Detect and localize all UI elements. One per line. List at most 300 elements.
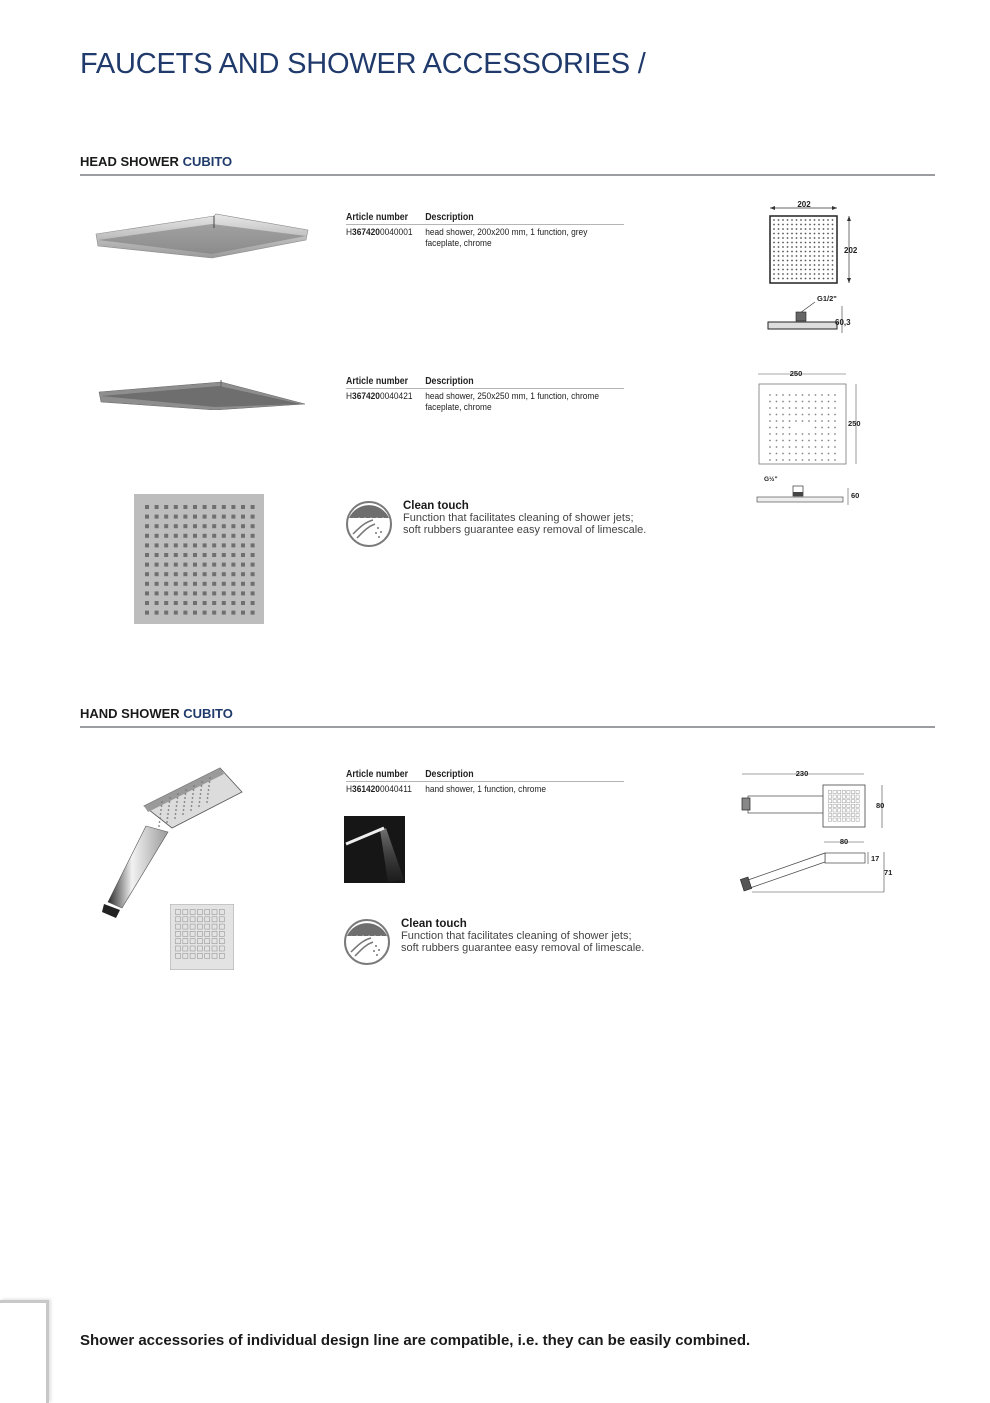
- nozzle-dot: [175, 813, 177, 815]
- nozzle-dot: [193, 591, 197, 595]
- dim-thread: G½": [764, 476, 778, 483]
- nozzle-dot: [828, 401, 830, 403]
- nozzle-dot: [164, 601, 168, 605]
- nozzle-dot: [828, 453, 830, 455]
- nozzle-dot: [198, 805, 200, 807]
- nozzle-dot: [222, 505, 226, 509]
- nozzle-dot: [787, 224, 789, 226]
- nozzle-dot: [201, 781, 203, 783]
- col-article-number: Article number: [346, 212, 409, 223]
- nozzle-dot: [782, 440, 784, 442]
- nozzle-dot: [821, 440, 823, 442]
- nozzle-dot: [789, 401, 791, 403]
- nozzle-dot: [155, 572, 159, 576]
- nozzle-dot: [191, 801, 193, 803]
- nozzle-dot: [145, 515, 149, 519]
- nozzle-dot: [203, 572, 207, 576]
- section-label-accent: CUBITO: [182, 154, 233, 169]
- feature-clean-touch: [345, 500, 646, 548]
- nozzle-dot: [208, 785, 210, 787]
- nozzle-dot: [828, 407, 830, 409]
- nozzle-dot: [827, 273, 829, 275]
- nozzle-dot: [222, 572, 226, 576]
- nozzle-dot: [212, 524, 216, 528]
- article-number: H3614200040411: [346, 784, 412, 795]
- nozzle-dot: [241, 601, 245, 605]
- nozzle-dot: [769, 427, 771, 429]
- nozzle-dot: [231, 553, 235, 557]
- nozzle-dot: [787, 255, 789, 257]
- nozzle-dot: [796, 228, 798, 230]
- nozzle-dot: [203, 601, 207, 605]
- nozzle-dot: [818, 264, 820, 266]
- nozzle-dot: [769, 440, 771, 442]
- nozzle-dot: [168, 805, 170, 807]
- nozzle-dot: [787, 264, 789, 266]
- nozzle-dot: [834, 440, 836, 442]
- nozzle-dot: [212, 611, 216, 615]
- nozzle-dot: [241, 534, 245, 538]
- nozzle-dot: [193, 611, 197, 615]
- page-title: FAUCETS AND SHOWER ACCESSORIES /: [80, 48, 646, 80]
- nozzle-dot: [800, 233, 802, 235]
- nozzle-dot: [832, 237, 834, 239]
- nozzle-dot: [791, 233, 793, 235]
- section-divider: [80, 726, 935, 728]
- nozzle-dot: [164, 572, 168, 576]
- nozzle-dot: [182, 813, 184, 815]
- nozzle-dot: [796, 224, 798, 226]
- nozzle-dot: [145, 591, 149, 595]
- nozzle-dot: [814, 242, 816, 244]
- dim-height: 250: [848, 419, 861, 428]
- nozzle-dot: [782, 255, 784, 257]
- article-table-1: [346, 212, 624, 249]
- nozzle-dot: [828, 459, 830, 461]
- nozzle-dot: [199, 797, 201, 799]
- nozzle-dot: [805, 233, 807, 235]
- dim-depth: 60,3: [835, 318, 851, 327]
- nozzle-dot: [778, 273, 780, 275]
- nozzle-dot: [773, 251, 775, 253]
- nozzle-dot: [193, 601, 197, 605]
- nozzle-dot: [241, 563, 245, 567]
- nozzle-dot: [828, 427, 830, 429]
- nozzle-dot: [212, 572, 216, 576]
- nozzle-dot: [834, 420, 836, 422]
- nozzle-dot: [773, 242, 775, 244]
- nozzle-dot: [201, 785, 203, 787]
- nozzle-dot: [782, 264, 784, 266]
- nozzle-dot: [192, 793, 194, 795]
- nozzle-dot: [778, 269, 780, 271]
- nozzle-dot: [183, 805, 185, 807]
- nozzle-dot: [787, 219, 789, 221]
- nozzle-dot: [773, 219, 775, 221]
- nozzle-dot: [782, 260, 784, 262]
- nozzle-dot: [160, 809, 162, 811]
- nozzle-dot: [241, 611, 245, 615]
- nozzle-dot: [222, 553, 226, 557]
- nozzle-dot: [796, 242, 798, 244]
- nozzle-dot: [164, 611, 168, 615]
- footer-note: Shower accessories of individual design line are compatible, i.e. they can be easily combined.: [80, 1332, 751, 1349]
- nozzle-dot: [203, 611, 207, 615]
- nozzle-dot: [193, 582, 197, 586]
- nozzle-dot: [782, 407, 784, 409]
- nozzle-dot: [809, 224, 811, 226]
- nozzle-dot: [834, 394, 836, 396]
- nozzle-dot: [231, 505, 235, 509]
- nozzle-dot: [183, 515, 187, 519]
- nozzle-dot: [145, 543, 149, 547]
- dim-head-depth: 17: [871, 854, 880, 863]
- nozzle-dot: [190, 809, 192, 811]
- nozzle-dot: [787, 260, 789, 262]
- nozzle-dot: [800, 237, 802, 239]
- nozzle-dot: [791, 237, 793, 239]
- nozzle-dot: [791, 224, 793, 226]
- article-row: [346, 391, 624, 413]
- nozzle-dot: [796, 269, 798, 271]
- nozzle-dot: [193, 572, 197, 576]
- nozzle-dot: [200, 789, 202, 791]
- nozzle-dot: [795, 394, 797, 396]
- nozzle-dot: [814, 228, 816, 230]
- nozzle-dot: [251, 582, 255, 586]
- nozzle-dot: [174, 817, 176, 819]
- nozzle-dot: [212, 534, 216, 538]
- nozzle-dot: [155, 505, 159, 509]
- nozzle-dot: [818, 251, 820, 253]
- nozzle-dot: [776, 440, 778, 442]
- nozzle-dot: [789, 440, 791, 442]
- nozzle-dot: [818, 237, 820, 239]
- nozzle-dot: [808, 459, 810, 461]
- nozzle-dot: [782, 394, 784, 396]
- nozzle-dot: [832, 228, 834, 230]
- nozzle-dot: [773, 246, 775, 248]
- nozzle-dot: [782, 420, 784, 422]
- nozzle-dot: [164, 534, 168, 538]
- nozzle-dot: [828, 440, 830, 442]
- nozzle-dot: [818, 273, 820, 275]
- technical-drawing-hand-shower: [738, 766, 898, 896]
- nozzle-dot: [778, 233, 780, 235]
- nozzle-dot: [776, 459, 778, 461]
- product-photo-head-shower-200: [92, 210, 310, 260]
- nozzle-dot: [208, 789, 210, 791]
- col-description: Description: [425, 769, 474, 780]
- nozzle-dot: [802, 446, 804, 448]
- nozzle-dot: [782, 269, 784, 271]
- nozzle-dot: [203, 505, 207, 509]
- nozzle-dot: [815, 420, 817, 422]
- nozzle-dot: [787, 242, 789, 244]
- nozzle-dot: [778, 260, 780, 262]
- nozzle-dot: [183, 572, 187, 576]
- nozzle-dot: [782, 414, 784, 416]
- section-heading-head-shower: [80, 154, 232, 169]
- nozzle-dot: [827, 251, 829, 253]
- nozzle-dot: [193, 543, 197, 547]
- nozzle-dot: [773, 273, 775, 275]
- nozzle-dot: [222, 582, 226, 586]
- nozzle-dot: [815, 440, 817, 442]
- nozzle-dot: [174, 591, 178, 595]
- nozzle-dot: [791, 278, 793, 280]
- nozzle-dot: [787, 228, 789, 230]
- nozzle-dot: [231, 572, 235, 576]
- nozzle-dot: [805, 251, 807, 253]
- nozzle-dot: [782, 251, 784, 253]
- nozzle-dot: [834, 446, 836, 448]
- nozzle-dot: [787, 233, 789, 235]
- dim-height: 202: [844, 246, 858, 255]
- nozzle-dot: [827, 228, 829, 230]
- feature-title: Clean touch: [403, 500, 469, 512]
- article-row: [346, 227, 624, 249]
- nozzle-dot: [823, 269, 825, 271]
- nozzle-dot: [814, 278, 816, 280]
- nozzle-dot: [209, 777, 211, 779]
- dim-thread: G1/2": [817, 294, 837, 303]
- nozzle-dot: [787, 237, 789, 239]
- nozzle-dot: [832, 260, 834, 262]
- nozzle-dot: [809, 233, 811, 235]
- nozzle-dot: [776, 433, 778, 435]
- nozzle-dot: [805, 255, 807, 257]
- nozzle-dot: [185, 789, 187, 791]
- dim-head-height: 80: [876, 801, 885, 810]
- nozzle-dot: [800, 264, 802, 266]
- nozzle-dot: [832, 264, 834, 266]
- nozzle-dot: [164, 563, 168, 567]
- nozzle-dot: [168, 809, 170, 811]
- nozzle-dot: [174, 553, 178, 557]
- nozzle-dot: [231, 601, 235, 605]
- nozzle-dot: [169, 801, 171, 803]
- nozzle-dot: [241, 591, 245, 595]
- nozzle-dot: [800, 260, 802, 262]
- nozzle-dot: [203, 591, 207, 595]
- nozzle-dot: [809, 228, 811, 230]
- nozzle-dot: [821, 414, 823, 416]
- nozzle-dot: [185, 793, 187, 795]
- nozzle-dot: [787, 269, 789, 271]
- nozzle-dot: [808, 407, 810, 409]
- nozzle-dot: [203, 563, 207, 567]
- nozzle-dot: [773, 228, 775, 230]
- nozzle-dot: [815, 394, 817, 396]
- article-number: H3674200040421: [346, 391, 413, 402]
- nozzle-dot: [796, 273, 798, 275]
- nozzle-dot: [155, 524, 159, 528]
- nozzle-dot: [796, 246, 798, 248]
- nozzle-dot: [778, 278, 780, 280]
- nozzle-dot: [164, 524, 168, 528]
- nozzle-dot: [773, 233, 775, 235]
- nozzle-dot: [145, 572, 149, 576]
- nozzle-dot: [145, 505, 149, 509]
- nozzle-dot: [174, 572, 178, 576]
- nozzle-dot: [791, 264, 793, 266]
- nozzle-dot: [823, 237, 825, 239]
- nozzle-dot: [789, 459, 791, 461]
- nozzle-dot: [815, 427, 817, 429]
- nozzle-dot: [778, 251, 780, 253]
- nozzle-dot: [802, 401, 804, 403]
- col-article-number: Article number: [346, 769, 409, 780]
- nozzle-dot: [773, 264, 775, 266]
- nozzle-dot: [769, 414, 771, 416]
- nozzle-dot: [769, 407, 771, 409]
- dim-width: 250: [789, 369, 803, 378]
- nozzle-dot: [805, 260, 807, 262]
- nozzle-dot: [834, 427, 836, 429]
- nozzle-dot: [789, 414, 791, 416]
- nozzle-dot: [796, 219, 798, 221]
- section-label: HAND SHOWER: [80, 706, 184, 721]
- col-description: Description: [425, 212, 474, 223]
- nozzle-dot: [778, 264, 780, 266]
- nozzle-dot: [169, 797, 171, 799]
- nozzle-dot: [815, 453, 817, 455]
- nozzle-dot: [832, 278, 834, 280]
- nozzle-dot: [800, 251, 802, 253]
- nozzle-dot: [251, 543, 255, 547]
- nozzle-dot: [778, 219, 780, 221]
- nozzle-dot: [145, 582, 149, 586]
- nozzle-dot: [155, 563, 159, 567]
- nozzle-dot: [145, 563, 149, 567]
- nozzle-dot: [199, 801, 201, 803]
- nozzle-dot: [222, 611, 226, 615]
- nozzle-dot: [183, 563, 187, 567]
- nozzle-dot: [802, 407, 804, 409]
- section-heading-hand-shower: [80, 706, 233, 721]
- nozzle-dot: [823, 273, 825, 275]
- nozzle-dot: [203, 534, 207, 538]
- nozzle-dot: [827, 260, 829, 262]
- nozzle-dot: [789, 446, 791, 448]
- nozzle-dot: [805, 219, 807, 221]
- nozzle-dot: [791, 246, 793, 248]
- nozzle-dot: [222, 543, 226, 547]
- nozzle-dot: [184, 797, 186, 799]
- nozzle-dot: [814, 233, 816, 235]
- nozzle-dot: [823, 228, 825, 230]
- nozzle-dot: [174, 515, 178, 519]
- nozzle-dot: [795, 414, 797, 416]
- nozzle-dot: [209, 781, 211, 783]
- nozzle-dot: [791, 242, 793, 244]
- nozzle-dot: [193, 785, 195, 787]
- nozzle-dot: [832, 251, 834, 253]
- col-description: Description: [425, 376, 474, 387]
- nozzle-dot: [200, 793, 202, 795]
- nozzle-dot: [821, 394, 823, 396]
- nozzle-dot: [174, 563, 178, 567]
- nozzle-dot: [769, 401, 771, 403]
- nozzle-dot: [193, 515, 197, 519]
- nozzle-dot: [782, 233, 784, 235]
- article-number: H3674200040001: [346, 227, 413, 238]
- section-label-accent: CUBITO: [183, 706, 233, 721]
- nozzle-dot: [782, 433, 784, 435]
- nozzle-dot: [795, 407, 797, 409]
- nozzle-dot: [212, 505, 216, 509]
- nozzle-dot: [231, 563, 235, 567]
- nozzle-dot: [818, 246, 820, 248]
- nozzle-dot: [800, 228, 802, 230]
- technical-drawing-head-shower-200: [760, 196, 870, 341]
- nozzle-dot: [193, 505, 197, 509]
- section-divider: [80, 174, 935, 176]
- nozzle-dot: [809, 219, 811, 221]
- nozzle-dot: [832, 224, 834, 226]
- nozzle-dot: [174, 505, 178, 509]
- page-corner-tab: [0, 1300, 49, 1403]
- nozzle-dot: [145, 524, 149, 528]
- nozzle-dot: [167, 813, 169, 815]
- nozzle-dot: [828, 394, 830, 396]
- nozzle-dot: [183, 601, 187, 605]
- nozzle-dot: [795, 459, 797, 461]
- nozzle-dot: [773, 255, 775, 257]
- feature-desc-line2: soft rubbers guarantee easy removal of limescale.: [401, 942, 645, 954]
- nozzle-dot: [791, 255, 793, 257]
- nozzle-dot: [769, 446, 771, 448]
- nozzle-dot: [778, 242, 780, 244]
- nozzle-dot: [832, 233, 834, 235]
- nozzle-dot: [818, 269, 820, 271]
- dim-length: 230: [795, 769, 809, 778]
- nozzle-dot: [821, 420, 823, 422]
- nozzle-dot: [808, 394, 810, 396]
- nozzle-dot: [802, 414, 804, 416]
- nozzle-dot: [231, 611, 235, 615]
- nozzle-dot: [183, 809, 185, 811]
- nozzle-dot: [174, 582, 178, 586]
- product-photo-head-shower-250: [95, 376, 307, 410]
- nozzle-dot: [251, 563, 255, 567]
- nozzle-dot: [827, 224, 829, 226]
- article-table-header: [346, 212, 624, 225]
- nozzle-dot: [776, 414, 778, 416]
- nozzle-dot: [231, 524, 235, 528]
- nozzle-dot: [782, 237, 784, 239]
- nozzle-dot: [823, 260, 825, 262]
- nozzle-dot: [231, 591, 235, 595]
- nozzle-dot: [183, 553, 187, 557]
- nozzle-dot: [823, 255, 825, 257]
- nozzle-dot: [789, 433, 791, 435]
- nozzle-dot: [158, 825, 160, 827]
- nozzle-dot: [241, 553, 245, 557]
- nozzle-dot: [800, 278, 802, 280]
- nozzle-dot: [164, 553, 168, 557]
- nozzle-dot: [773, 269, 775, 271]
- nozzle-dot: [834, 459, 836, 461]
- nozzle-dot: [231, 515, 235, 519]
- nozzle-dot: [174, 611, 178, 615]
- article-row: [346, 784, 624, 795]
- nozzle-dot: [776, 394, 778, 396]
- nozzle-dot: [808, 420, 810, 422]
- nozzle-dot: [183, 534, 187, 538]
- nozzle-dot: [776, 401, 778, 403]
